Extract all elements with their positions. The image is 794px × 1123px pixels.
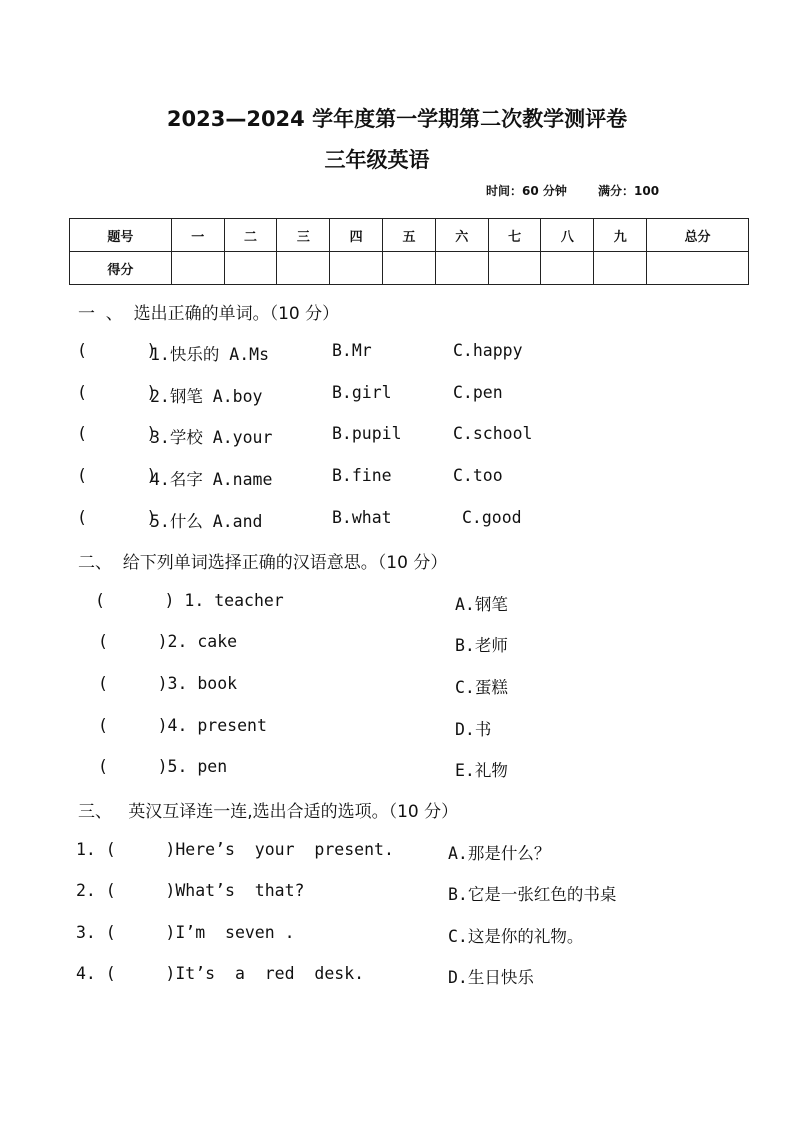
answer-option: C.这是你的礼物。 — [448, 927, 584, 946]
answer-option: D.生日快乐 — [448, 968, 534, 987]
section3-heading: 三、 英汉互译连一连,选出合适的选项。（10 分） — [78, 802, 459, 822]
question-text[interactable]: ( ) 1. teacher — [95, 591, 284, 610]
table-cell: 五 — [383, 219, 436, 252]
option-b: B.pupil — [332, 424, 402, 443]
question-text: 3.学校 A.your — [150, 428, 273, 447]
section2-heading: 二、 给下列单词选择正确的汉语意思。（10 分） — [78, 553, 448, 573]
score-cell[interactable] — [330, 252, 383, 285]
score-cell[interactable] — [647, 252, 749, 285]
option-c: C.happy — [453, 341, 523, 360]
answer-option: B.老师 — [455, 636, 508, 655]
table-cell: 三 — [277, 219, 330, 252]
score-cell[interactable] — [224, 252, 277, 285]
question-text[interactable]: ( )3. book — [98, 674, 238, 693]
answer-option: D.书 — [455, 720, 492, 739]
option-b: B.girl — [332, 383, 392, 402]
score-cell[interactable] — [435, 252, 488, 285]
answer-option: A.钢笔 — [455, 595, 508, 614]
score-table-score-row — [70, 252, 749, 285]
question-text: 1.快乐的 A.Ms — [150, 345, 270, 364]
section1-heading: 一 、 选出正确的单词。（10 分） — [78, 304, 340, 324]
table-cell: 题号 — [70, 219, 172, 252]
question-text[interactable]: ( )4. present — [98, 716, 267, 735]
option-b: B.fine — [332, 466, 392, 485]
answer-blank[interactable]: ( ) — [77, 466, 157, 485]
answer-option: A.那是什么？ — [448, 844, 551, 863]
score-cell[interactable] — [541, 252, 594, 285]
page-title: 2023—2024 学年度第一学期第二次教学测评卷 — [166, 107, 628, 131]
table-cell: 六 — [435, 219, 488, 252]
option-c: C.good — [462, 508, 522, 527]
score-cell[interactable] — [383, 252, 436, 285]
score-cell[interactable] — [488, 252, 541, 285]
answer-blank[interactable]: ( ) — [77, 341, 157, 360]
table-cell: 四 — [330, 219, 383, 252]
score-cell[interactable] — [277, 252, 330, 285]
table-cell: 总分 — [647, 219, 749, 252]
question-text[interactable]: ( )5. pen — [98, 757, 228, 776]
table-cell: 一 — [171, 219, 224, 252]
answer-blank[interactable]: ( ) — [77, 424, 157, 443]
table-cell: 七 — [488, 219, 541, 252]
score-table-header-row — [70, 219, 749, 252]
question-text[interactable]: 1. ( )Here’s your present. — [76, 840, 394, 859]
exam-time: 时间：60 分钟 — [486, 184, 567, 198]
page-subtitle: 三年级英语 — [324, 148, 430, 172]
question-text[interactable]: 4. ( )It’s a red desk. — [76, 964, 365, 983]
option-c: C.school — [453, 424, 533, 443]
question-text[interactable]: 3. ( )I’m seven . — [76, 923, 295, 942]
answer-option: B.它是一张红色的书桌 — [448, 885, 617, 904]
question-text: 5.什么 A.and — [150, 512, 263, 531]
table-cell: 八 — [541, 219, 594, 252]
answer-blank[interactable]: ( ) — [77, 383, 157, 402]
option-c: C.too — [453, 466, 503, 485]
score-cell[interactable] — [594, 252, 647, 285]
question-text: 4.名字 A.name — [150, 470, 273, 489]
option-c: C.pen — [453, 383, 503, 402]
answer-blank[interactable]: ( ) — [77, 508, 157, 527]
answer-option: C.蛋糕 — [455, 678, 508, 697]
table-cell: 九 — [594, 219, 647, 252]
question-text[interactable]: ( )2. cake — [98, 632, 238, 651]
table-cell: 得分 — [70, 252, 172, 285]
answer-option: E.礼物 — [455, 761, 508, 780]
full-score: 满分：100 — [598, 184, 660, 198]
question-text: 2.钢笔 A.boy — [150, 387, 263, 406]
option-b: B.what — [332, 508, 392, 527]
score-table — [69, 218, 749, 285]
option-b: B.Mr — [332, 341, 372, 360]
question-text[interactable]: 2. ( )What’s that? — [76, 881, 305, 900]
table-cell: 二 — [224, 219, 277, 252]
score-cell[interactable] — [171, 252, 224, 285]
